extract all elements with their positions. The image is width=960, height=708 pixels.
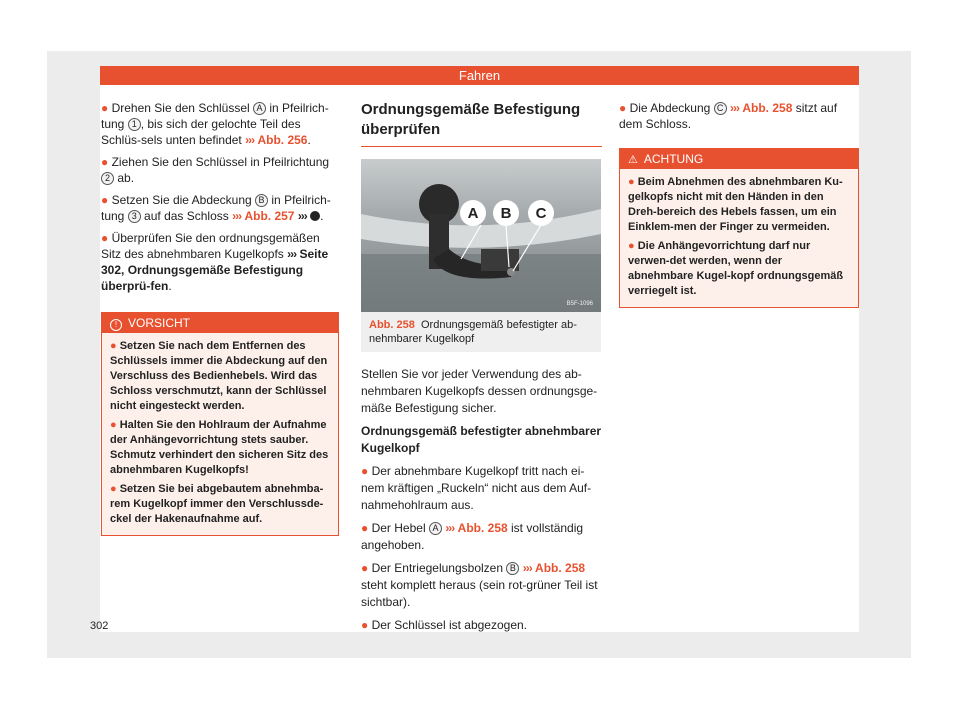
figure-tow-hitch — [361, 159, 601, 312]
figure-label-b — [493, 200, 519, 226]
page-link[interactable]: Seite 302, Ordnungsgemäße Befestigung überprü-fen — [101, 247, 329, 293]
step-1: ● Drehen Sie den Schlüssel A in Pfeilrich-tung 1 , bis sich der gelochte Teil des Schlüs-sels unten befindet ››› Abb. 256. — [101, 101, 329, 147]
marker-1: 1 — [128, 118, 141, 131]
intro-text: Stellen Sie vor jeder Verwendung des ab-nehmbaren Kugelkopfs dessen ordnungsge-mäße Befestigung sicher. — [361, 367, 598, 415]
check-5: ● Die Abdeckung C ››› Abb. 258 sitzt auf dem Schloss. — [619, 101, 838, 131]
arrow-icon: ››› — [445, 521, 455, 535]
svg-text:C: C — [535, 205, 547, 222]
marker-b: B — [506, 562, 519, 575]
marker-a: A — [253, 102, 266, 115]
figure-caption: Abb. 258 Ordnungsgemäß befestigter ab-nehmbarer Kugelkopf — [361, 312, 601, 352]
figure-label-a — [460, 200, 486, 226]
figure-link[interactable]: Abb. 258 — [457, 521, 508, 535]
figure-link[interactable]: Abb. 258 — [742, 101, 793, 115]
vorsicht-body — [102, 333, 338, 535]
marker-3: 3 — [128, 210, 141, 223]
figure-link[interactable]: Abb. 258 — [535, 561, 586, 575]
check-2: ● Der Hebel A ››› Abb. 258 ist vollständig angehoben. — [361, 521, 584, 552]
section-title: Ordnungsgemäße Befestigung überprüfen — [361, 100, 602, 147]
list-item: ● Die Anhängevorrichtung darf nur verwen-det werden, wenn der abnehmbare Kugel-kopf ordnungsgemäß verriegelt ist. — [628, 240, 844, 297]
list-item: ● Setzen Sie bei abgebautem abnehmba-rem Kugelkopf immer den Verschlussde-ckel der Hakenaufnahme auf. — [110, 483, 324, 525]
subheading: Ordnungsgemäß befestigter abnehmbarer Kugelkopf — [361, 424, 602, 455]
warning-dot-icon — [310, 211, 320, 221]
achtung-box — [619, 148, 859, 308]
figure-link[interactable]: Abb. 256 — [257, 133, 308, 147]
step-2: ● Ziehen Sie den Schlüssel in Pfeilrichtung 2 ab. — [101, 155, 330, 185]
marker-b: B — [255, 194, 268, 207]
arrow-icon: ››› — [232, 209, 242, 223]
marker-c: C — [714, 102, 727, 115]
info-circle-icon: ! — [110, 319, 122, 331]
bullet-icon: ● — [101, 155, 109, 169]
tow-hitch-illustration — [361, 159, 601, 312]
column-3 — [619, 100, 859, 308]
check-4: ● Der Schlüssel ist abgezogen. — [361, 618, 528, 632]
section-header: Fahren — [100, 66, 859, 85]
list-item: ● Setzen Sie nach dem Entfernen des Schlüssels immer die Abdeckung auf den Verschluss des Bedienhebels. Wird das Schloss verschmutzt, kann der Schlüssel nicht eingesteckt werden. — [110, 340, 328, 412]
achtung-header: ⚠ ACHTUNG — [620, 149, 858, 169]
marker-a: A — [429, 522, 442, 535]
marker-2: 2 — [101, 172, 114, 185]
svg-text:A: A — [467, 205, 479, 222]
bullet-icon: ● — [101, 231, 109, 245]
check-1: ● Der abnehmbare Kugelkopf tritt nach ei-nem kräftigen „Ruckeln“ nicht aus dem Auf-nahmehohlraum aus. — [361, 464, 592, 512]
figure-link[interactable]: Abb. 257 — [244, 209, 295, 223]
arrow-icon: ››› — [245, 133, 255, 147]
arrow-icon: ››› — [522, 561, 532, 575]
list-item: ● Beim Abnehmen des abnehmbaren Ku-gelkopfs nicht mit den Händen in den Dreh-bereich des Hebels fassen, um ein Einklem-men der Finger zu vermeiden. — [628, 176, 843, 233]
figure-label-c — [528, 200, 554, 226]
arrow-icon: ››› — [297, 209, 307, 223]
vorsicht-header: ! VORSICHT — [102, 313, 338, 333]
arrow-icon: ››› — [730, 101, 740, 115]
step-4: ● Überprüfen Sie den ordnungsgemäßen Sitz des abnehmbaren Kugelkopfs ››› Seite 302, Ordnungsgemäße Befestigung überprü-fen. — [101, 231, 329, 293]
warning-triangle-icon: ⚠ — [628, 154, 638, 166]
achtung-body — [620, 169, 858, 307]
bullet-icon: ● — [101, 101, 109, 115]
check-3: ● Der Entriegelungsbolzen B ››› Abb. 258 steht komplett heraus (sein rot-grüner Teil ist sichtbar). — [361, 561, 598, 609]
column-1 — [101, 100, 339, 536]
figure-code: B5F-1096 — [566, 301, 593, 307]
list-item: ● Halten Sie den Hohlraum der Aufnahme der Anhängevorrichtung stets sauber. Schmutz verhindert den sicheren Sitz des abnehmbaren Kugelkopfs! — [110, 419, 329, 476]
svg-text:B: B — [500, 205, 512, 222]
vorsicht-box — [101, 312, 339, 536]
arrow-icon: ››› — [287, 247, 297, 261]
bullet-icon: ● — [101, 193, 109, 207]
step-3: ● Setzen Sie die Abdeckung B in Pfeilrich-tung 3 auf das Schloss ››› Abb. 257 ››› . — [101, 193, 331, 223]
column-2 — [361, 100, 602, 640]
page-number: 302 — [90, 620, 109, 632]
